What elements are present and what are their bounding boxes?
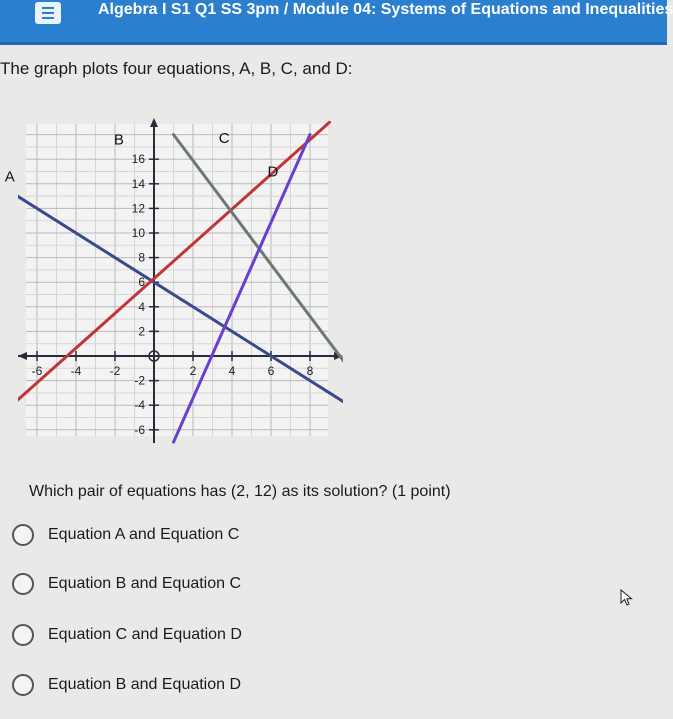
y-tick-label: 14 bbox=[131, 176, 145, 191]
radio-button[interactable] bbox=[12, 524, 34, 546]
y-tick-label: 6 bbox=[138, 275, 145, 290]
radio-button[interactable] bbox=[12, 624, 34, 646]
question-prompt: The graph plots four equations, A, B, C, and D: bbox=[0, 59, 353, 78]
option-b-d[interactable] bbox=[12, 672, 241, 698]
coordinate-graph bbox=[4, 118, 343, 445]
x-tick-label: -6 bbox=[31, 364, 43, 378]
x-tick-label: 2 bbox=[189, 364, 197, 378]
line-label-a: A bbox=[4, 168, 15, 186]
y-tick-label: 10 bbox=[131, 226, 145, 240]
x-tick-label: 8 bbox=[306, 364, 314, 378]
x-axis-arrow-left bbox=[18, 352, 27, 360]
x-tick-label: 4 bbox=[228, 364, 236, 378]
option-a-c[interactable] bbox=[12, 522, 239, 548]
x-tick-label: 6 bbox=[267, 364, 275, 378]
mouse-pointer-icon bbox=[620, 589, 634, 607]
y-tick-label: 12 bbox=[131, 201, 145, 216]
question-text: Which pair of equations has (2, 12) as its solution? (1 point) bbox=[29, 483, 451, 500]
x-tick-label: -2 bbox=[109, 364, 121, 378]
x-tick-label: -4 bbox=[70, 364, 82, 378]
line-label-b: B bbox=[113, 131, 124, 149]
list-icon[interactable] bbox=[35, 2, 61, 24]
y-tick-label: -4 bbox=[134, 398, 145, 413]
y-tick-label: 2 bbox=[138, 324, 145, 339]
y-tick-label: 8 bbox=[138, 250, 145, 265]
option-label: Equation A and Equation C bbox=[48, 526, 240, 543]
y-tick-label: 4 bbox=[138, 299, 145, 314]
radio-button[interactable] bbox=[12, 674, 34, 696]
y-tick-label: 16 bbox=[131, 152, 145, 167]
radio-button[interactable] bbox=[12, 573, 34, 595]
line-label-d: D bbox=[267, 163, 279, 181]
option-c-d[interactable] bbox=[12, 622, 242, 648]
line-label-c: C bbox=[218, 130, 230, 148]
y-tick-label: -6 bbox=[134, 422, 145, 437]
page-title: Algebra I S1 Q1 SS 3pm / Module 04: Systems of Equations and Inequalities bbox=[98, 1, 673, 18]
option-label: Equation B and Equation C bbox=[48, 575, 242, 592]
option-b-c[interactable] bbox=[12, 571, 241, 597]
y-axis-arrow bbox=[150, 118, 158, 127]
y-tick-label: -2 bbox=[134, 373, 145, 388]
header-bar bbox=[0, 0, 673, 45]
option-label: Equation B and Equation D bbox=[48, 676, 242, 693]
option-label: Equation C and Equation D bbox=[48, 626, 242, 643]
